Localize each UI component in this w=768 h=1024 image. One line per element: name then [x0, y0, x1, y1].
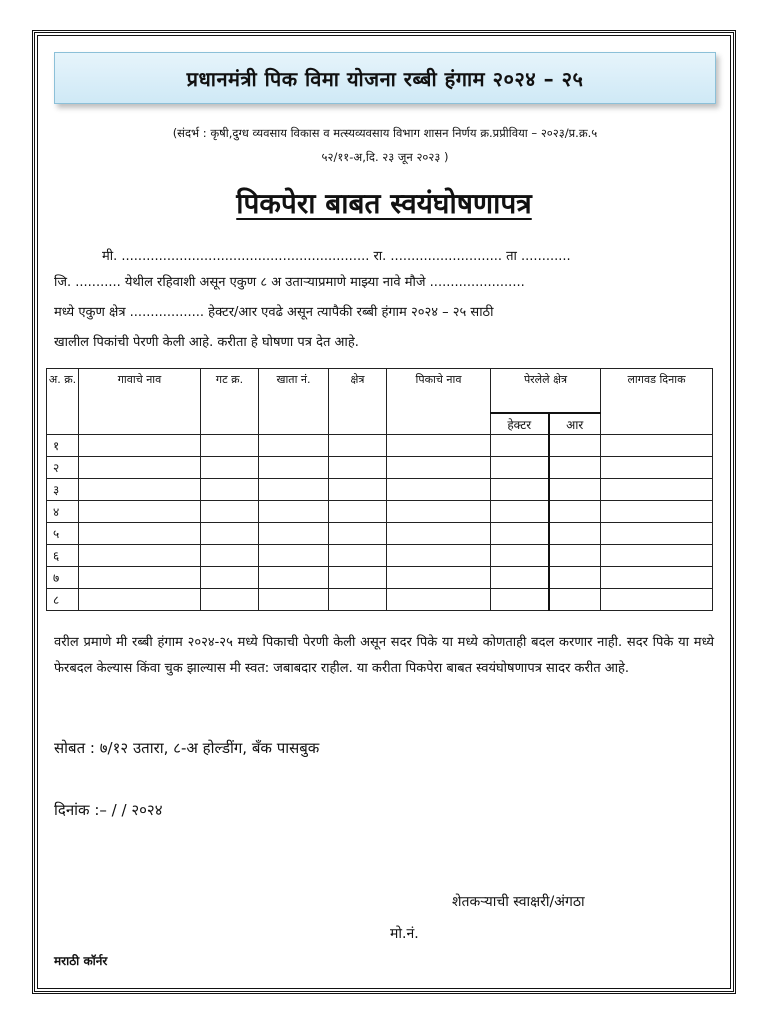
table-cell: [329, 457, 387, 479]
table-cell: [259, 501, 329, 523]
table-cell: [387, 523, 491, 545]
table-cell: [387, 457, 491, 479]
table-cell: [549, 501, 601, 523]
table-cell: [201, 457, 259, 479]
scheme-title-box: [54, 52, 716, 104]
table-cell: [387, 501, 491, 523]
statement-paragraph: वरील प्रमाणे मी रब्बी हंगाम २०२४-२५ मध्ये पिकाची पेरणी केली असून सदर पिके या मध्ये कोणताही बदल करणार नाही. सदर पिके या मध्ये फेरबदल केल्यास किंवा चुक झाल्यास मी स्वत: जबाबदार राहील. या करीता पिकपेरा बाबत स्वयंघोषणापत्र सादर करीत आहे.: [54, 635, 714, 676]
date-line: दिनांक :– / / २०२४: [54, 801, 163, 819]
table-body: [47, 435, 713, 611]
enclosures: सोबत : ७/१२ उतारा, ८-अ होल्डींग, बँक पासबुक: [54, 739, 320, 757]
declaration-line-2: जि. ........... येथील रहिवाशी असून एकुण ८ अ उताऱ्याप्रमाणे माझ्या नावे मौजे .......................: [54, 275, 525, 290]
table-cell: [549, 479, 601, 501]
serial-cell: १: [47, 435, 79, 457]
subheader-are: आर: [549, 413, 601, 435]
serial-cell: ७: [47, 567, 79, 589]
table-cell: [387, 435, 491, 457]
reference-line-1: (संदर्भ : कृषी,दुग्ध व्यवसाय विकास व मत्स्यव्यवसाय विभाग शासन निर्णय क्र.प्रप्रीविया – २०२३/प्र.क्र.५: [172, 126, 598, 140]
table-cell: [387, 567, 491, 589]
table-cell: [259, 545, 329, 567]
table-cell: [201, 501, 259, 523]
table-cell: [601, 501, 713, 523]
reference-line-2: ५२/११-अ,दि. २३ जून २०२३ ): [321, 150, 449, 164]
table-row: [47, 457, 713, 479]
table-cell: [329, 589, 387, 611]
table-cell: [201, 545, 259, 567]
table-row: [47, 545, 713, 567]
table-cell: [79, 589, 201, 611]
table-cell: [491, 567, 549, 589]
table-cell: [491, 435, 549, 457]
table-cell: [329, 567, 387, 589]
table-cell: [79, 545, 201, 567]
declaration-line-1: मी. ............................................................ रा. ........................... ता ............: [102, 249, 571, 264]
table-row: [47, 501, 713, 523]
table-cell: [601, 435, 713, 457]
table-cell: [491, 589, 549, 611]
table-cell: [601, 523, 713, 545]
serial-cell: ४: [47, 501, 79, 523]
subheader-hectare: हेक्टर: [491, 413, 549, 435]
table-cell: [387, 589, 491, 611]
scheme-title: प्रधानमंत्री पिक विमा योजना रब्बी हंगाम २०२४ – २५: [186, 66, 584, 91]
table-cell: [491, 523, 549, 545]
table-cell: [387, 479, 491, 501]
table-cell: [549, 457, 601, 479]
table-cell: [329, 545, 387, 567]
table-cell: [549, 523, 601, 545]
serial-cell: ८: [47, 589, 79, 611]
table-row: [47, 567, 713, 589]
table-cell: [549, 545, 601, 567]
table-cell: [259, 435, 329, 457]
header-account-no: खाता नं.: [259, 369, 329, 435]
table-cell: [329, 501, 387, 523]
table-cell: [259, 567, 329, 589]
header-crop-name: पिकाचे नाव: [387, 369, 491, 435]
table-cell: [491, 545, 549, 567]
header-village: गावाचे नाव: [79, 369, 201, 435]
table-row: [47, 589, 713, 611]
header-area: क्षेत्र: [329, 369, 387, 435]
table-row: [47, 479, 713, 501]
table-cell: [491, 457, 549, 479]
table-cell: [387, 545, 491, 567]
table-cell: [259, 589, 329, 611]
table-cell: [201, 523, 259, 545]
table-cell: [79, 523, 201, 545]
declaration-line-3: मध्ये एकुण क्षेत्र .................. हेक्टर/आर एवढे असून त्यापैकी रब्बी हंगाम २०२४ – २५ साठी: [54, 305, 494, 320]
table-cell: [329, 523, 387, 545]
table-cell: [201, 567, 259, 589]
serial-cell: ३: [47, 479, 79, 501]
table-cell: [329, 479, 387, 501]
table-cell: [491, 501, 549, 523]
table-cell: [79, 435, 201, 457]
header-serial: अ. क्र.: [47, 369, 79, 435]
table-cell: [259, 457, 329, 479]
table-cell: [601, 457, 713, 479]
table-cell: [79, 567, 201, 589]
table-cell: [549, 589, 601, 611]
table-cell: [79, 479, 201, 501]
table-cell: [491, 479, 549, 501]
table-cell: [259, 523, 329, 545]
document-title: पिकपेरा बाबत स्वयंघोषणापत्र: [236, 187, 532, 220]
serial-cell: ६: [47, 545, 79, 567]
table-cell: [549, 567, 601, 589]
table-cell: [79, 501, 201, 523]
table-cell: [601, 545, 713, 567]
table-cell: [201, 435, 259, 457]
table-cell: [201, 589, 259, 611]
table-cell: [601, 589, 713, 611]
header-sown-area: पेरलेले क्षेत्र: [491, 369, 601, 414]
table-row: [47, 523, 713, 545]
crop-table: [46, 368, 713, 611]
table-cell: [79, 457, 201, 479]
signature-label: शेतकऱ्याची स्वाक्षरी/अंगठा: [452, 894, 585, 910]
header-sowing-date: लागवड दिनाक: [601, 369, 713, 435]
table-cell: [201, 479, 259, 501]
table-cell: [549, 435, 601, 457]
serial-cell: २: [47, 457, 79, 479]
footer-brand: मराठी कॉर्नर: [54, 954, 108, 968]
serial-cell: ५: [47, 523, 79, 545]
table-row: [47, 435, 713, 457]
declaration-line-4: खालील पिकांची पेरणी केली आहे. करीता हे घोषणा पत्र देत आहे.: [54, 335, 359, 350]
table-cell: [601, 567, 713, 589]
table-cell: [259, 479, 329, 501]
table-cell: [601, 479, 713, 501]
table-cell: [329, 435, 387, 457]
header-gat-no: गट क्र.: [201, 369, 259, 435]
mobile-label: मो.नं.: [390, 926, 419, 942]
